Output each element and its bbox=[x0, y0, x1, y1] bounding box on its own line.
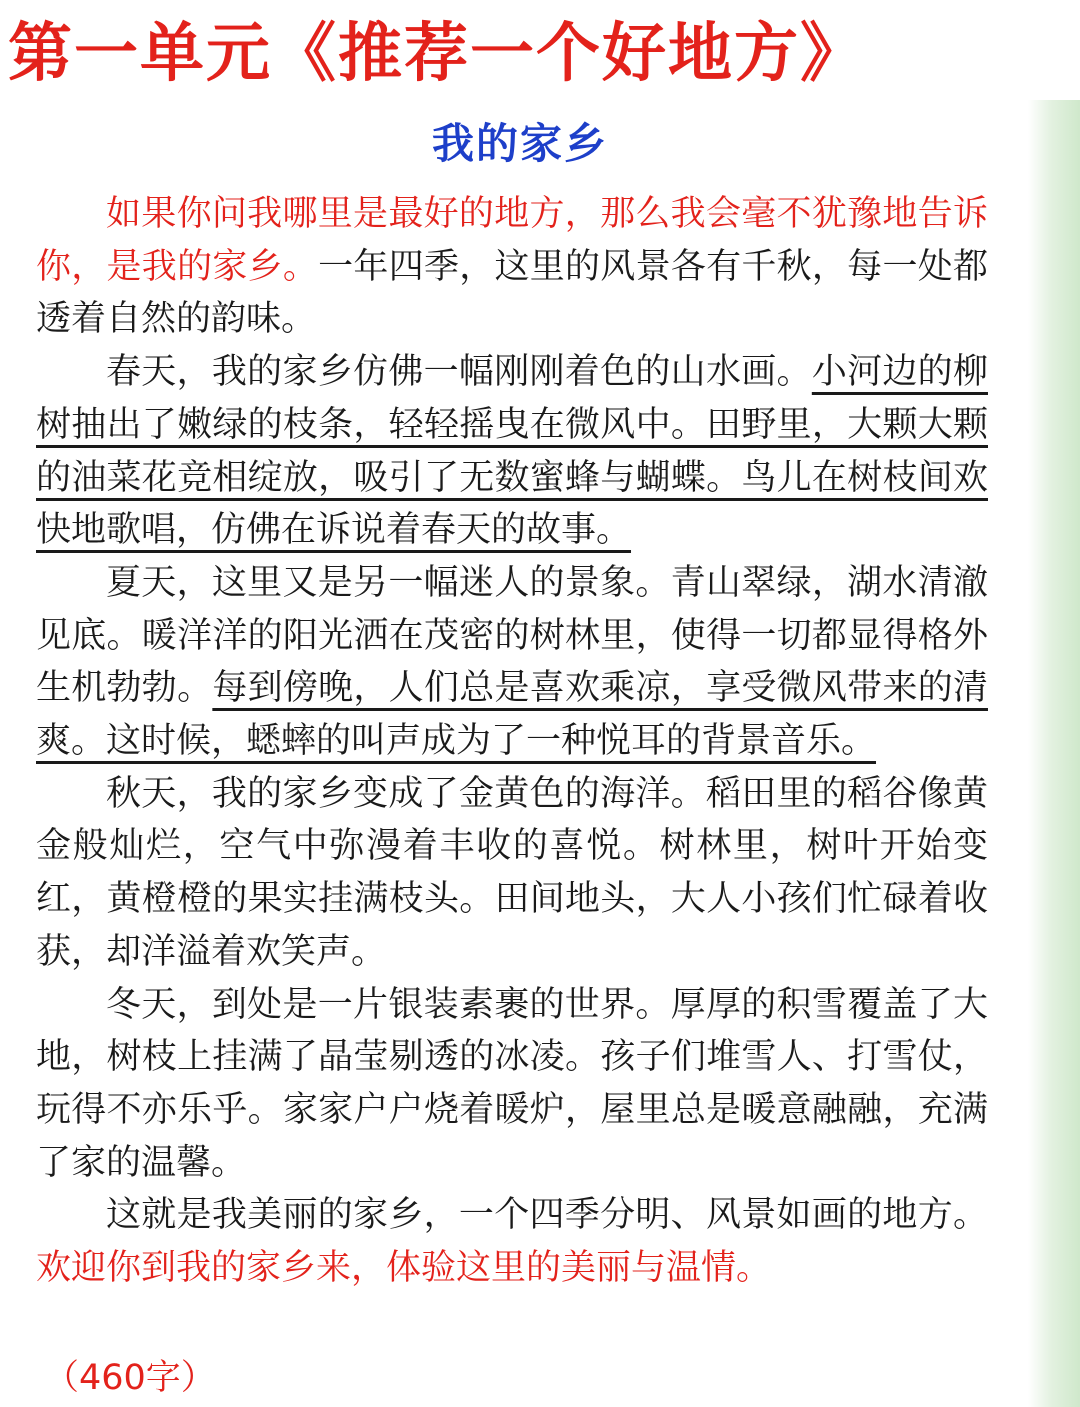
essay-body bbox=[36, 188, 988, 1295]
summer-underlined: 每到傍晚，人们总是喜欢乘凉，享受微风带来的清爽。这时候，蟋蟀的叫声成为了一种悦耳的背景音乐。 bbox=[36, 668, 988, 762]
paragraph-conclusion bbox=[36, 1189, 988, 1294]
spring-text: 春天，我的家乡仿佛一幅刚刚着色的山水画。 bbox=[106, 352, 812, 393]
intro-text: 一年四季，这里的风景各有千秋，每一处都透着自然的韵味。 bbox=[36, 246, 988, 340]
unit-title: 第一单元《推荐一个好地方》 bbox=[8, 17, 866, 91]
paragraph-autumn bbox=[36, 768, 988, 979]
essay-title: 我的家乡 bbox=[431, 119, 608, 168]
winter-text: 冬天，到处是一片银装素裹的世界。厚厚的积雪覆盖了大地，树枝上挂满了晶莹剔透的冰凌。孩子们堆雪人、打雪仗，玩得不亦乐乎。家家户户烧着暖炉，屋里总是暖意融融，充满了家的温馨。 bbox=[36, 984, 988, 1183]
summer-text: 夏天，这里又是另一幅迷人的景象。青山翠绿，湖水清澈见底。暖洋洋的阳光洒在茂密的树林里，使得一切都显得格外生机勃勃。 bbox=[36, 562, 988, 709]
autumn-text: 秋天，我的家乡变成了金黄色的海洋。稻田里的稻谷像黄金般灿烂，空气中弥漫着丰收的喜悦。树林里，树叶开始变红，黄橙橙的果实挂满枝头。田间地头，大人小孩们忙碌着收获，却洋溢着欢笑声。 bbox=[36, 773, 988, 972]
paragraph-summer bbox=[36, 557, 988, 768]
conclusion-text: 这就是我美丽的家乡，一个四季分明、风景如画的地方。 bbox=[106, 1195, 988, 1236]
word-count: （460字） bbox=[44, 1358, 216, 1398]
intro-highlight: 如果你问我哪里是最好的地方，那么我会毫不犹豫地告诉你，是我的家乡。 bbox=[36, 194, 988, 287]
paragraph-spring bbox=[36, 346, 988, 557]
page-edge-shadow bbox=[1028, 100, 1080, 1407]
paragraph-winter bbox=[36, 979, 988, 1190]
paragraph-intro bbox=[36, 188, 988, 346]
conclusion-highlight: 欢迎你到我的家乡来，体验这里的美丽与温情。 bbox=[36, 1248, 772, 1289]
spring-underlined: 小河边的柳树抽出了嫩绿的枝条，轻轻摇曳在微风中。田野里，大颗大颗的油菜花竞相绽放，吸引了无数蜜蜂与蝴蝶。鸟儿在树枝间欢快地歌唱，仿佛在诉说着春天的故事。 bbox=[36, 352, 988, 551]
